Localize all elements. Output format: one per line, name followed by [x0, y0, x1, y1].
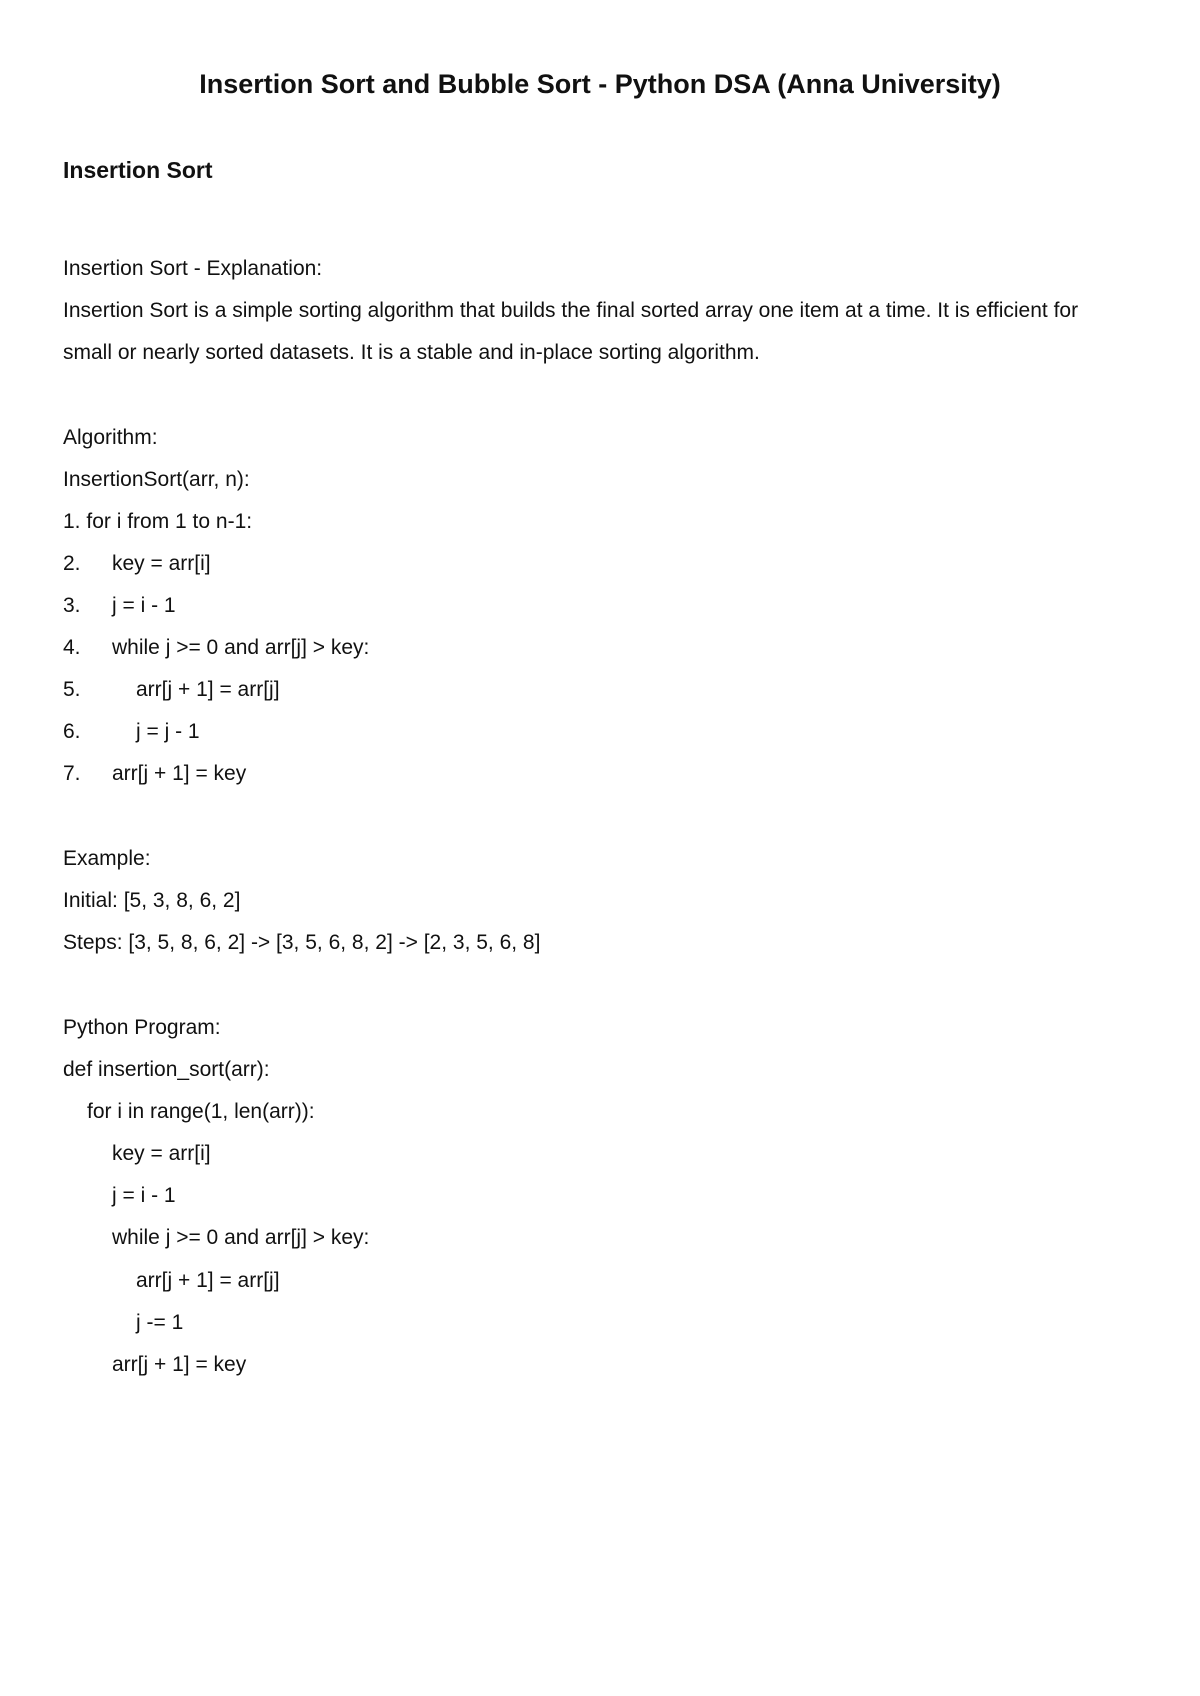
step-text: for i from 1 to n-1: [86, 510, 253, 533]
algorithm-step [63, 676, 280, 704]
code-line: for i in range(1, len(arr)): [87, 1100, 315, 1123]
example-steps: Steps: [3, 5, 8, 6, 2] -> [3, 5, 6, 8, 2] -> [2, 3, 5, 6, 8] [63, 931, 541, 954]
step-text: j = j - 1 [136, 720, 200, 743]
algorithm-step [63, 508, 252, 536]
step-number: 4. [63, 636, 81, 659]
step-number: 1. [63, 510, 81, 533]
step-number: 2. [63, 552, 81, 575]
explanation-text-line: Insertion Sort is a simple sorting algorithm that builds the final sorted array one item at a time. It is efficient for [63, 299, 1079, 322]
code-line: while j >= 0 and arr[j] > key: [112, 1226, 370, 1249]
section-heading: Insertion Sort [63, 157, 213, 183]
code-line: def insertion_sort(arr): [63, 1058, 270, 1081]
example-label: Example: [63, 847, 151, 870]
program-label: Python Program: [63, 1016, 221, 1039]
algorithm-step [63, 592, 176, 620]
code-line: key = arr[i] [112, 1142, 211, 1165]
step-text: arr[j + 1] = key [112, 762, 247, 785]
step-text: while j >= 0 and arr[j] > key: [112, 636, 370, 659]
step-text: key = arr[i] [112, 552, 211, 575]
code-line: j -= 1 [136, 1311, 184, 1334]
algorithm-step [63, 760, 246, 788]
code-line: arr[j + 1] = key [112, 1353, 247, 1376]
example-initial: Initial: [5, 3, 8, 6, 2] [63, 889, 241, 912]
step-number: 6. [63, 720, 81, 743]
step-number: 5. [63, 678, 81, 701]
step-number: 7. [63, 762, 81, 785]
explanation-text-line: small or nearly sorted datasets. It is a stable and in-place sorting algorithm. [63, 341, 760, 364]
document-title: Insertion Sort and Bubble Sort - Python DSA (Anna University) [199, 69, 1001, 99]
step-text: j = i - 1 [112, 594, 176, 617]
code-line: arr[j + 1] = arr[j] [136, 1269, 280, 1292]
algorithm-signature: InsertionSort(arr, n): [63, 468, 250, 491]
algorithm-step [63, 634, 369, 662]
algorithm-step [63, 550, 211, 578]
code-line: j = i - 1 [112, 1184, 176, 1207]
step-text: arr[j + 1] = arr[j] [136, 678, 280, 701]
algorithm-label: Algorithm: [63, 426, 158, 449]
step-number: 3. [63, 594, 81, 617]
algorithm-step [63, 718, 200, 746]
explanation-label: Insertion Sort - Explanation: [63, 257, 323, 280]
